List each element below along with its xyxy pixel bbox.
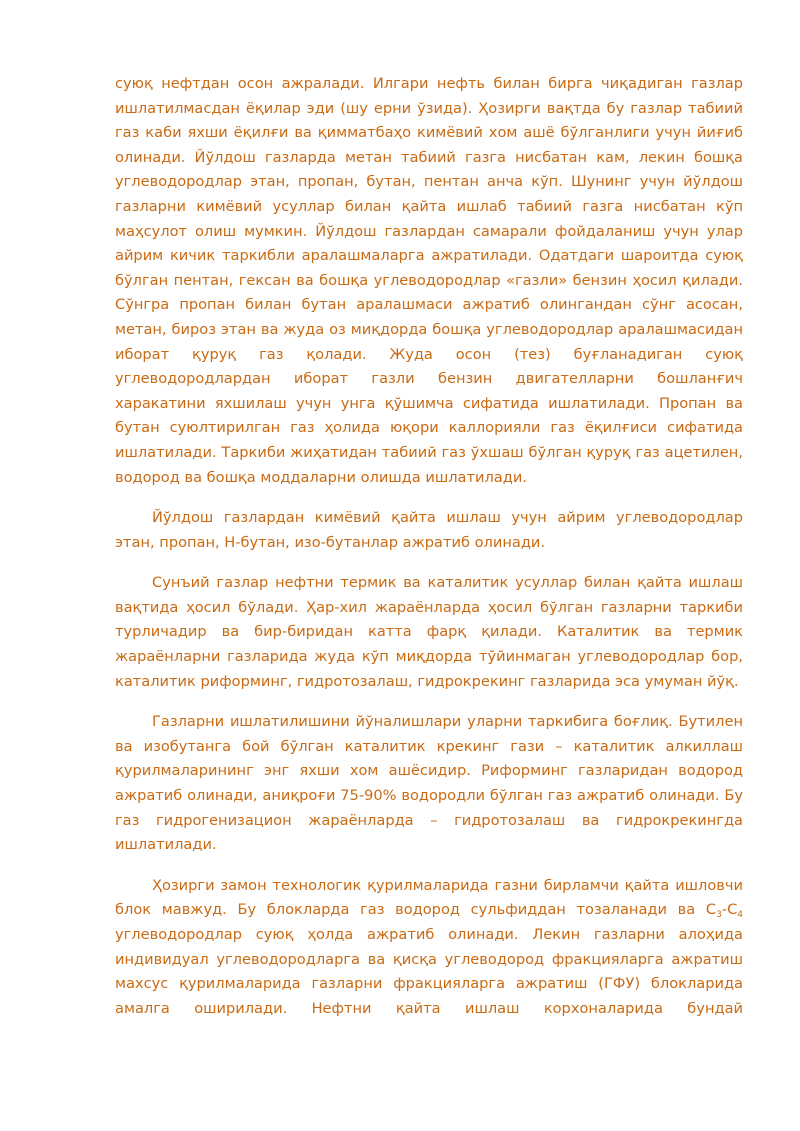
subscript-c3: 3 [716, 910, 722, 921]
paragraph-artificial-gases: Сунъий газлар нефтни термик ва каталитик усуллар билан қайта ишлаш вақтида ҳосил бўлади. Ҳар-хил жараёнларда ҳосил бўлган газларни таркиби турличадир ва бир-биридан катта фарқ қилади. Каталитик ва термик жараёнларни газларида жуда кўп миқдорда тўйинмаган углеводородлар бор, каталитик риформинг, гидротозалаш, гидрокрекинг газларида эса умуман йўқ. [115, 574, 743, 690]
paragraph-modern-processing [115, 874, 743, 1022]
subscript-c4: 4 [737, 910, 743, 921]
paragraph-associated-gas: суюқ нефтдан осон ажралади. Илгари нефть билан бирга чиқадиган газлар ишлатилмасдан ёқилар эди (шу ерни ўзида). Ҳозирги вақтда бу газлар табиий газ каби яхши ёқилғи ва қимматбаҳо кимёвий хом ашё бўлганлиги учун йиғиб олинади. Йўлдош газларда метан табиий газга нисбатан кам, лекин бошқа углеводородлар этан, пропан, бутан, пентан анча кўп. Шунинг учун йўлдош газларни кимёвий усуллар билан қайта ишлаб табиий газга нисбатан кўп маҳсулот олиш мумкин. Йўлдош газлардан самарали фойдаланиш учун улар айрим кичик таркибли аралашмаларга ажратилади. Одатдаги шароитда суюқ бўлган пентан, гексан ва бошқа углеводородлар «газли» бензин ҳосил қилади. Сўнгра пропан билан бутан аралашмаси ажратиб олингандан сўнг асосан, метан, бироз этан ва жуда оз миқдорда бошқа углеводородлар аралашмасидан иборат қуруқ газ қолади. Жуда осон (тез) буғланадиган суюқ углеводородлардан иборат газли бензин двигателларни бошланғич харакатини яхшилаш учун унга қўшимча сифатида ишлатилади. Пропан ва бутан суюлтирилган газ ҳолида юқори каллорияли газ ёқилғиси сифатида ишлатилади. Таркиби жиҳатидан табиий газ ўхшаш бўлган қуруқ газ ацетилен, водород ва бошқа моддаларни олишда ишлатилади. [115, 75, 743, 486]
paragraph-hydrocarbon-separation: Йўлдош газлардан кимёвий қайта ишлаш учун айрим углеводородлар этан, пропан, Н-бутан, изо-бутанлар ажратиб олинади. [115, 509, 743, 551]
paragraph-text-part: углеводородлар суюқ ҳолда ажратиб олинади. Лекин газларни алоҳида индивидуал углеводородларга ва қисқа углеводород фракцияларга ажратиш махсус қурилмаларида газларни фракцияларга ажратиш (ГФУ) блокларида амалга оширилади. Нефтни қайта ишлаш корхоналарида бундай [115, 926, 743, 1017]
paragraph-gas-usage: Газларни ишлатилишини йўналишлари уларни таркибига боғлиқ. Бутилен ва изобутанга бой бўлган каталитик крекинг гази – каталитик алкиллаш қурилмаларининг энг яхши хом ашёсидир. Риформинг газларидан водород ажратиб олинади, аниқроғи 75-90% водородли бўлган газ ажратиб олинади. Бу газ гидрогенизацион жараёнларда – гидротозалаш ва гидрокрекингда ишлатилади. [115, 713, 743, 854]
paragraph-text-part: Ҳозирги замон технологик қурилмаларида газни бирламчи қайта ишловчи блок мавжуд. Бу блокларда газ водород сульфиддан тозаланади ва С [115, 876, 743, 919]
paragraph-text-part: -С [721, 901, 738, 919]
